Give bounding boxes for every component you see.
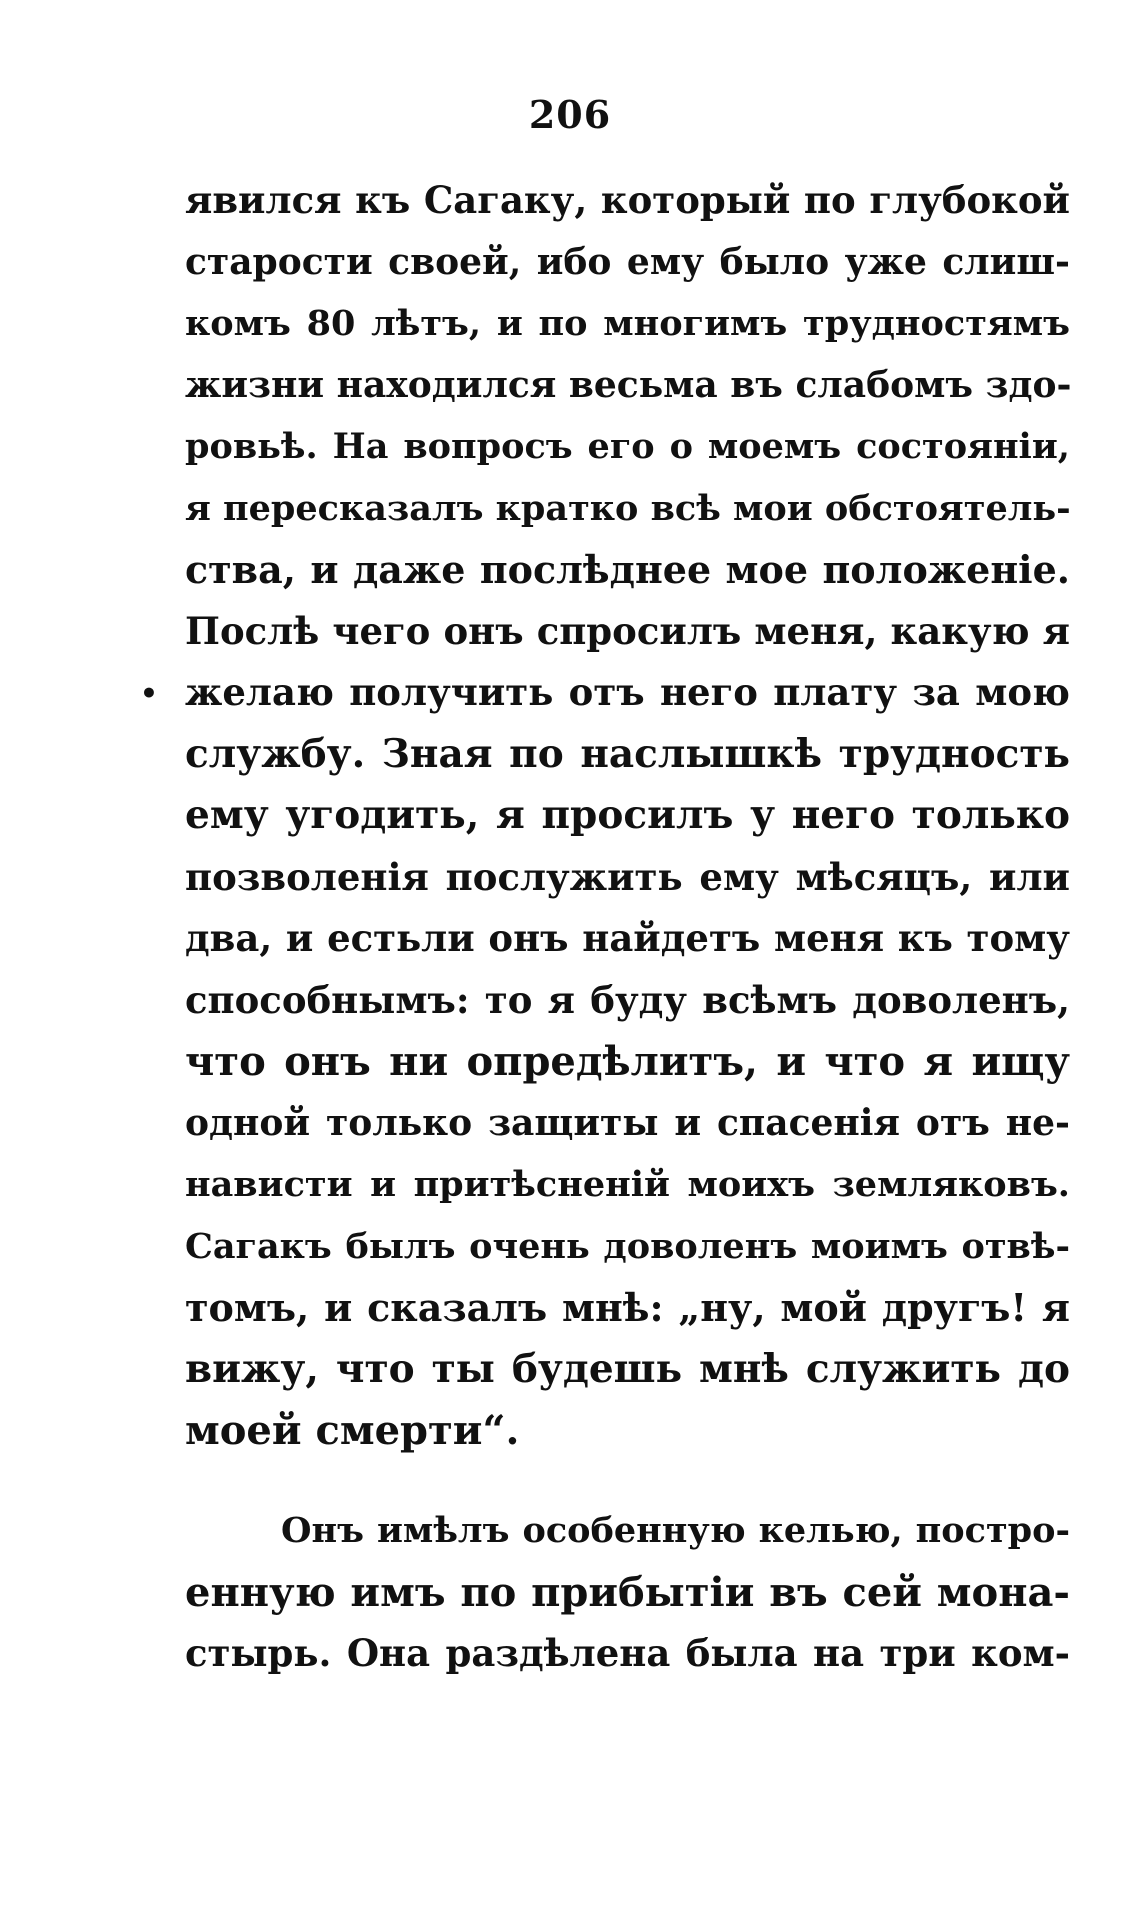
text-line: одной только защиты и спасенія отъ не- xyxy=(185,1101,1070,1144)
text-line: стырь. Она раздѣлена была на три ком- xyxy=(185,1631,1070,1675)
text-line: Послѣ чего онъ спросилъ меня, какую я xyxy=(185,608,1070,653)
text-line: Сагакъ былъ очень доволенъ моимъ отвѣ- xyxy=(185,1225,1070,1267)
text-line: комъ 80 лѣтъ, и по многимъ трудностямъ xyxy=(185,303,1070,344)
text-line: службу. Зная по наслышкѣ трудность xyxy=(185,730,1070,777)
page-number: 206 xyxy=(528,92,612,137)
text-line: ства, и даже послѣднее мое положеніе. xyxy=(185,547,1070,592)
text-line: я пересказалъ кратко всѣ мои обстоятель- xyxy=(185,487,1071,529)
text-line: моей смерти“. xyxy=(185,1407,520,1454)
text-line: позволенія послужить ему мѣсяцъ, или xyxy=(185,854,1070,899)
text-line: вижу, что ты будешь мнѣ служить до xyxy=(185,1345,1070,1392)
text-line: Онъ имѣлъ особенную келью, постро- xyxy=(281,1510,1070,1551)
text-line: енную имъ по прибытіи въ сей мона- xyxy=(185,1568,1070,1616)
text-line: два, и естьли онъ найдетъ меня къ тому xyxy=(185,916,1070,960)
text-line: ровьѣ. На вопросъ его о моемъ состояніи, xyxy=(185,426,1070,467)
text-line: жизни находился весьма въ слабомъ здо- xyxy=(185,363,1072,406)
text-line: явился къ Сагаку, который по глубокой xyxy=(185,178,1070,222)
margin-mark: • xyxy=(140,677,158,710)
text-line: способнымъ: то я буду всѣмъ доволенъ, xyxy=(185,977,1070,1022)
text-line: что онъ ни опредѣлитъ, и что я ищу xyxy=(185,1038,1070,1085)
text-line: нависти и притѣсненій моихъ земляковъ. xyxy=(185,1164,1070,1205)
paragraph-1 xyxy=(185,170,1070,1462)
paragraph-2 xyxy=(185,1500,1070,1685)
text-line: ему угодить, я просилъ у него только xyxy=(185,792,1070,838)
text-line: желаю получить отъ него плату за мою xyxy=(185,670,1070,714)
text-line: томъ, и сказалъ мнѣ: „ну, мой другъ! я xyxy=(185,1285,1070,1330)
text-line: старости своей, ибо ему было уже слиш- xyxy=(185,240,1070,283)
